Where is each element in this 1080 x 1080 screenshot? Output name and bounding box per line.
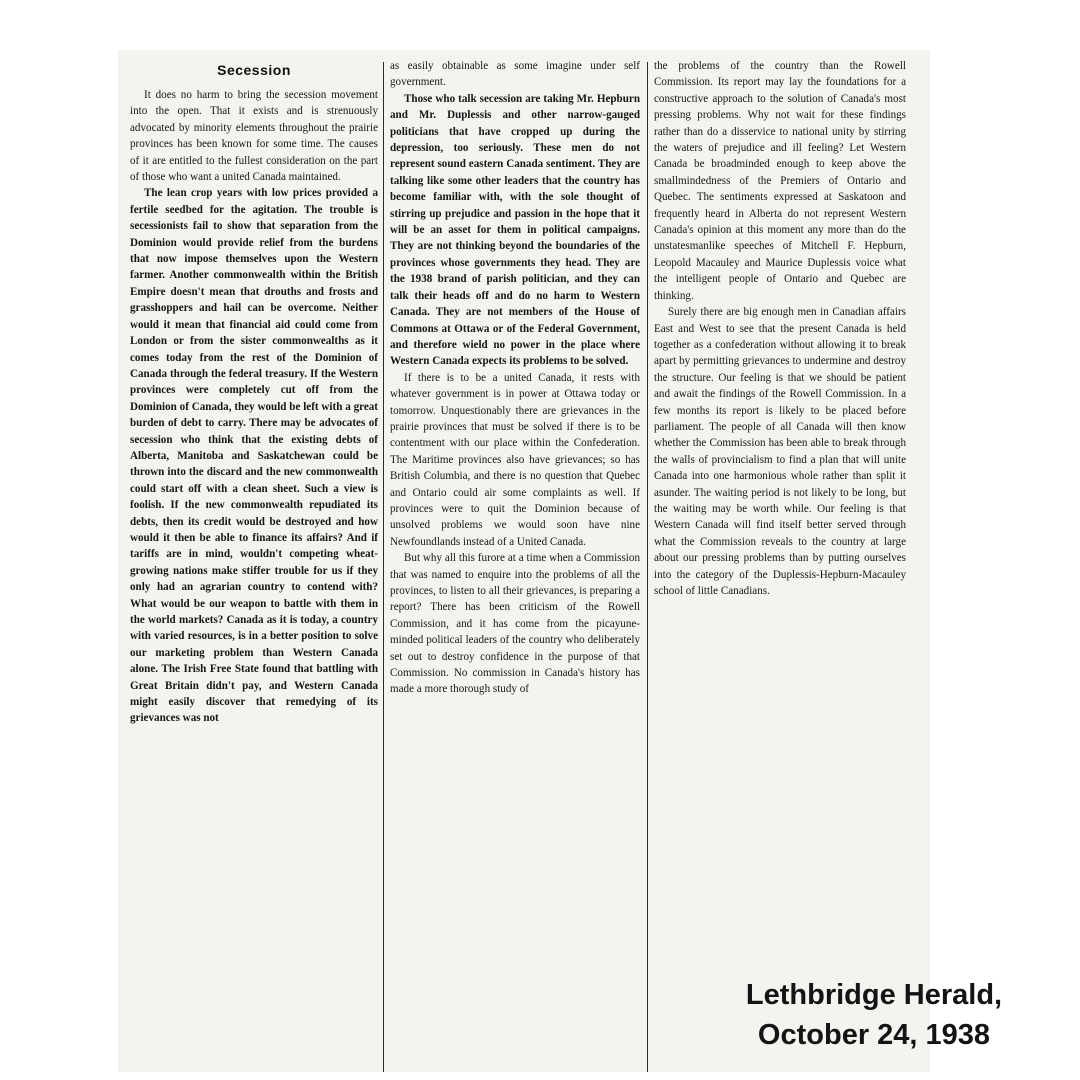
article-paragraph: But why all this furore at a time when a Commission that was named to enquire into the problems of all the provinces, to listen to all their grievances, is preparing a report? There has been criticism of the Rowell Commission, and it has come from the picayune-minded political leaders of the country who deliberately set out to destroy confidence in the purpose of that Commission. No commission in Canada's history has made a more thorough study of (390, 552, 640, 696)
column-rule (647, 62, 648, 1072)
newspaper-clipping (118, 50, 930, 1072)
caption-date: October 24, 1938 (757, 1019, 991, 1051)
article-paragraph: If there is to be a united Canada, it rests with whatever government is in power at Ottawa today or tomorrow. Unquestionably there are grievances in the prairie provinces that must be solved if there is to be contentment with our place within the Confederation. The Maritime provinces also have grievances; so has British Columbia, and there is no question that Quebec and Ontario could air some complaints as well. If provinces were to quit the Dominion because of unsolved problems we would soon have nine Newfoundlands instead of a United Canada. (390, 371, 640, 548)
article-paragraph: Those who talk secession are taking Mr. Hepburn and Mr. Duplessis and other narrow-gauged politicians that have cropped up during the depression, too seriously. These men do not represent sound eastern Canada sentiment. They are talking like some other leaders that the country has become familiar with, with the sole thought of stirring up prejudice and passion in the hope that it will be an asset for them in political campaigns. They are not thinking beyond the boundaries of the provinces whose governments they head. They are the 1938 brand of parish politician, and they can talk their heads off and do no harm to Western Canada. They are not members of the House of Commons at Ottawa or of the Federal Government, and therefore wield no power in the place where Western Canada expects its problems to be solved. (390, 92, 640, 368)
source-caption (724, 975, 1024, 1055)
article-column-1 (130, 58, 378, 1068)
article-column-2 (390, 58, 640, 1068)
article-paragraph: The lean crop years with low prices provided a fertile seedbed for the agitation. The trouble is secessionists fail to show that separation from the Dominion would provide relief from the burdens that now impose themselves upon the Western farmer. Another commonwealth within the British Empire doesn't mean that drouths and frosts and grasshoppers and hail can be overcome. Neither would it mean that financial aid could come from London or from the sister commonwealths as it comes today from the rest of the Dominion of Canada through the federal treasury. If the Western provinces were completely cut off from the Dominion of Canada, they would be left with a great burden of debt to carry. There may be advocates of secession who think that the existing debts of Alberta, Manitoba and Saskatchewan could be thrown into the discard and the new commonwealth could start off with a clean sheet. Such a view is foolish. If the new commonwealth repudiated its debts, then its credit would be destroyed and how would it then be able to finance its affairs? And if tariffs are in mind, wouldn't competing wheat-growing nations make stiffer trouble for us if they only had an agrarian country to contend with? What would be our weapon to battle with them in the world markets? Canada as it is today, a country with varied resources, is in a better position to solve our marketing problem than Western Canada alone. The Irish Free State found that battling with Great Britain didn't pay, and Western Canada might easily discover that remedying of its grievances was not (130, 187, 378, 725)
article-headline: Secession (217, 62, 291, 78)
article-paragraph: Surely there are big enough men in Canadian affairs East and West to see that the present Canada is held together as a confederation without allowing it to break apart by permitting grievances to undermine and destroy the structure. Our feeling is that we should be patient and await the findings of the Rowell Commission. In a few months its report is likely to be placed before parliament. The people of all Canada will then know whether the Commission has been able to break through the walls of provincialism to find a plan that will unite Canada into one harmonious whole rather than split it asunder. The waiting period is not likely to be long, but the waiting may be worth while. Our feeling is that Western Canada will find itself better served through what the Commission reveals to the country at large about our pressing problems than by putting ourselves into the category of the Duplessis-Hepburn-Macauley school of little Canadians. (654, 306, 906, 597)
article-paragraph: as easily obtainable as some imagine under self government. (390, 60, 640, 89)
article-column-3 (654, 58, 906, 1068)
caption-publication: Lethbridge Herald, (745, 979, 1003, 1011)
article-paragraph: It does no harm to bring the secession movement into the open. That it exists and is strenuously advocated by minority elements throughout the prairie provinces has been known for some time. The causes of it are entitled to the fullest consideration on the part of those who want a united Canada maintained. (130, 89, 378, 184)
column-rule (383, 62, 384, 1072)
article-paragraph: the problems of the country than the Rowell Commission. Its report may lay the foundations for a constructive approach to the solution of Canada's most pressing problems. Why not wait for these findings rather than do a disservice to national unity by stirring the waters of prejudice and ill feeling? Let Western Canada be broadminded enough to keep above the smallmindedness of the Premiers of Ontario and Quebec. The sentiments expressed at Saskatoon and frequently heard in Alberta do not represent Western Canada's opinion at this moment any more than do the unstatesmanlike speeches of Mitchell F. Hepburn, Leopold Macauley and Maurice Duplessis voice what the intelligent people of Ontario and Quebec are thinking. (654, 60, 906, 302)
